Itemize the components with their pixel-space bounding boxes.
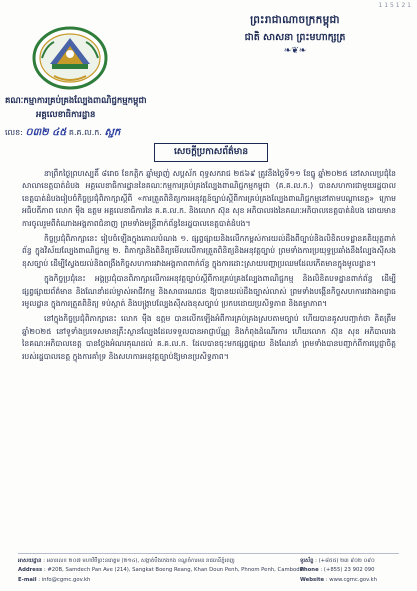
scan-stamp: 1 1 5 1 2 1 [378,2,411,9]
footer [0,553,417,591]
footer-divider [18,553,399,554]
paragraph: នៅក្នុងកិច្ចប្រជុំពិភាក្សានេះ លោក ម៉ឹង ឧត្ដម បានលើកឡើងអំពីការគ្រប់គ្រងស្របតាមច្បាប់ ហើយបានគូសបញ្ជាក់ថា គិតត្រឹមឆ្នាំ២០២៥ នៅទូទាំងប្រទេសមានគ្រឹះស្ថានល្បែងដែលទទួលបានអាជ្ញាប័ណ្ណ និងកំពុងដំណើរការ ហើយលោក ស៊ុន សុខ អភិបាលរងនៃគណៈអភិបាលខេត្ត បានថ្លែងអំណរគុណដល់ គ.គ.ល.ក. ដែលបានចុះមកផ្សព្វផ្សាយ និងណែនាំ ព្រមទាំងបានបញ្ជាក់ពីការប្ដេជ្ញាចិត្តរបស់រដ្ឋបាលខេត្ត ក្នុងការគាំទ្រ និងសហការអនុវត្តច្បាប់ឱ្យមានប្រសិទ្ធភាព។ [22,314,396,361]
footer-address-kh: អាសយដ្ឋាន : អគារលេខ ២០៧ មហាវិថីព្រះនរោត្តម (២១៤), សង្កាត់បឹងកេងកង ខណ្ឌចំការមន រាជធានីភ្នំពេញ [18,558,235,564]
paragraph: ក្នុងកិច្ចប្រជុំនេះ អង្គប្រជុំបានពិភាក្សាលើការអនុវត្តច្បាប់ស្ដីពីការគ្រប់គ្រងល្បែងពាណិជ្ជកម្ម និងលិខិតបទដ្ឋានពាក់ព័ន្ធ ដើម្បីផ្សព្វផ្សាយព័ត៌មាន និងណែនាំដល់ម្ចាស់អាជីវកម្ម និងសាធារណជន ឱ្យបានយល់ដឹងច្បាស់លាស់ ព្រមទាំងបង្កើនកិច្ចសហការរវាងអាជ្ញាធរមូលដ្ឋាន ក្នុងការត្រួតពិនិត្យ ទប់ស្កាត់ និងបង្ក្រាបល្បែងស៊ីសងខុសច្បាប់ ប្រកបដោយប្រសិទ្ធភាព និងតម្លាភាព។ [22,274,396,309]
ref-number: ០៣២ ៤៥ [25,127,67,138]
ref-suffix: គ.គ.ល.ក. [68,128,102,137]
reference-line [5,125,120,140]
footer-address-en: Address : #20B, Samdech Pan Ave (214), Sangkat Boeng Reang, Khan Doun Penh, Phnom Penh, Cambodia [18,567,305,573]
kingdom-motto: ជាតិ សាសនា ព្រះមហាក្សត្រ [244,32,346,43]
department-name: អគ្គលេខាធិការដ្ឋាន [36,110,96,120]
kingdom-title: ព្រះរាជាណាចក្រកម្ពុជា [250,14,340,26]
paragraph: នាព្រឹកថ្ងៃព្រហស្បតិ៍ ៨រោច ខែកត្ដិក ឆ្នាំម្សាញ់ សប្ដស័ក ពុទ្ធសករាជ ២៥៦៩ ត្រូវនឹងថ្ងៃទី១១ ខែធ្នូ ឆ្នាំ២០២៥ នៅសាលប្រជុំនៃសាលាខេត្តបាត់ដំបង អគ្គលេខាធិការដ្ឋាននៃគណៈកម្មការគ្រប់គ្រងល្បែងពាណិជ្ជកម្មកម្ពុជា (គ.គ.ល.ក.) បានសហការជាមួយរដ្ឋបាលខេត្តបាត់ដំបងរៀបចំកិច្ចប្រជុំពិភាក្សាស្ដីពី «ការត្រួតពិនិត្យការអនុវត្តន៍ច្បាប់ស្ដីពីការគ្រប់គ្រងល្បែងពាណិជ្ជកម្មនៅតាមបណ្ដាខេត្ត» ក្រោមអធិបតីភាព លោក ម៉ឹង ឧត្ដម អគ្គលេខាធិការនៃ គ.គ.ល.ក. និងលោក ស៊ុន សុខ អភិបាលរងនៃគណៈអភិបាលខេត្តបាត់ដំបង ដោយមានការចូលរួមពីតំណាងអង្គភាពជំនាញ ព្រមទាំងមន្ត្រីពាក់ព័ន្ធនៃរដ្ឋបាលខេត្តបាត់ដំបង។ [22,169,396,228]
footer-email: E-mail : info@cgmc.gov.kh [18,577,91,583]
footer-website: Website : www.cgmc.gov.kh [300,577,377,583]
document-title: សេចក្តីប្រកាសព័ត៌មាន [154,143,268,162]
ref-handwritten: ស្ជក [104,127,121,138]
footer-phone-kh: ទូរស័ព្ទ : (+៨៥៥) ២៣ ៩០២ ០៩០ [300,558,375,564]
kingdom-header [200,14,390,56]
agency-name: គណៈកម្មាការគ្រប់គ្រងល្បែងពាណិជ្ជកម្មកម្ពុជា [5,96,147,106]
agency-logo [30,24,110,90]
ref-label: លេខ: [5,128,23,137]
footer-phone-en: Phone : (+855) 23 902 090 [300,567,375,573]
ornament-divider: ❧❦❧ [283,46,307,56]
paragraph: កិច្ចប្រជុំពិភាក្សានេះ រៀបចំឡើងក្នុងគោលបំណង ១. ផ្សព្វផ្សាយនិងលើកកម្ពស់ការយល់ដឹងពីច្បាប់និងលិខិតបទដ្ឋានគតិយុត្តពាក់ព័ន្ធ ក្នុងវិស័យល្បែងពាណិជ្ជកម្ម ២. ពិភាក្សានិងពិនិត្យមើលលើការត្រួតពិនិត្យនិងអនុវត្តច្បាប់ ព្រមទាំងការប្រយុទ្ធប្រឆាំងនឹងល្បែងស៊ីសងខុសច្បាប់ ដើម្បីស្វែងយល់និងពង្រឹងកិច្ចសហការរវាងអង្គភាពពាក់ព័ន្ធ ក្នុងការដោះស្រាយបញ្ហាប្រឈមដែលកើតមានក្នុងមូលដ្ឋាន។ [22,234,396,268]
document-body [22,168,396,366]
